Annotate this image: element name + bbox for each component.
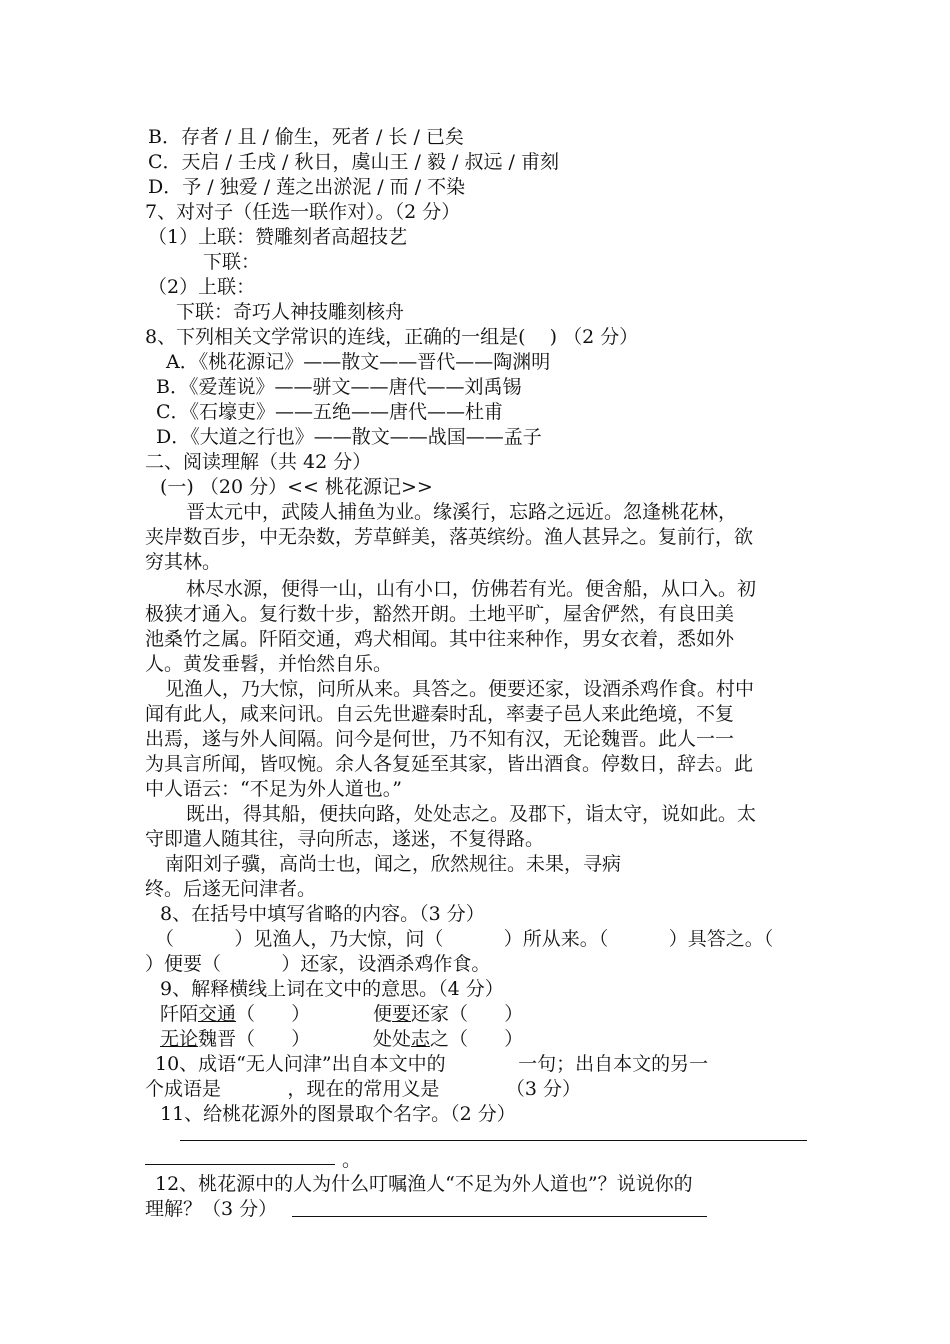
fill-blanks-line-2: ）便要（ ）还家，设酒杀鸡作食。 (145, 953, 491, 975)
q9-item-a: 阡陌交通（ ） (160, 1003, 311, 1025)
question-12-cont: 理解？（3 分） (145, 1198, 278, 1220)
question-8-fill: 8、在括号中填写省略的内容。（3 分） (160, 903, 485, 925)
passage-line: 出焉，遂与外人间隔。问今是何世，乃不知有汉，无论魏晋。此人一一 (145, 728, 735, 750)
underlined-word: 无论 (160, 1028, 199, 1050)
passage-line: 见渔人，乃大惊，问所从来。具答之。便要还家，设酒杀鸡作食。村中 (165, 678, 755, 700)
question-10-cont: 个成语是 ，现在的常用义是 （3 分） (145, 1078, 581, 1100)
question-9: 9、解释横线上词在文中的意思。（4 分） (160, 978, 504, 1000)
underlined-word: 志 (411, 1028, 431, 1050)
passage-line: 中人语云：“不足为外人道也。” (145, 778, 402, 800)
question-10: 10、成语“无人问津”出自本文中的 一句；出自本文的另一 (155, 1053, 709, 1075)
answer-period: 。 (342, 1149, 362, 1171)
lit-option-b: B．《爱莲说》——骈文——唐代——刘禹锡 (156, 376, 522, 398)
passage-line: 南阳刘子骥，高尚士也，闻之，欣然规往。未果，寻病 (165, 853, 622, 875)
lit-option-a: A．《桃花源记》——散文——晋代——陶渊明 (166, 351, 551, 373)
lit-option-c: C．《石壕吏》——五绝——唐代——杜甫 (156, 401, 504, 423)
passage-line: 既出，得其船，便扶向路，处处志之。及郡下，诣太守，说如此。太 (186, 803, 757, 825)
answer-line[interactable] (292, 1216, 707, 1217)
question-12: 12、桃花源中的人为什么叮嘱渔人“不足为外人道也”？说说你的 (155, 1173, 693, 1195)
option-d-line: D．予 / 独爱 / 莲之出淤泥 / 而 / 不染 (148, 176, 466, 198)
underlined-word: 交通 (198, 1003, 237, 1025)
question-11: 11、给桃花源外的图景取个名字。（2 分） (160, 1103, 516, 1125)
option-c-line: C．天启 / 壬戌 / 秋日，虞山王 / 毅 / 叔远 / 甫刻 (148, 151, 559, 173)
passage-line: 池桑竹之属。阡陌交通，鸡犬相闻。其中往来种作，男女衣着，悉如外 (145, 628, 735, 650)
passage-line: 守即遣人随其往，寻向所志，遂迷，不复得路。 (145, 828, 545, 850)
answer-line[interactable] (180, 1140, 807, 1141)
couplet-1-upper: （1）上联：赞雕刻者高超技艺 (148, 226, 408, 248)
passage-line: 为具言所闻，皆叹惋。余人各复延至其家，皆出酒食。停数日，辞去。此 (145, 753, 754, 775)
couplet-2-lower: 下联：奇巧人神技雕刻核舟 (176, 301, 405, 323)
answer-blank[interactable]: （ ） (236, 1028, 311, 1050)
passage-line: 穷其林。 (145, 551, 222, 573)
passage-line: 夹岸数百步，中无杂数，芳草鲜美，落英缤纷。渔人甚异之。复前行，欲 (145, 526, 754, 548)
couplet-2-upper: （2）上联： (148, 276, 256, 298)
passage-line: 闻有此人，咸来问讯。自云先世避秦时乱，率妻子邑人来此绝境，不复 (145, 703, 735, 725)
passage-line: 晋太元中，武陵人捕鱼为业。缘溪行，忘路之远近。忽逢桃花林， (186, 501, 738, 523)
underlined-word: 要 (392, 1003, 412, 1025)
passage-line: 极狭才通入。复行数十步，豁然开朗。土地平旷，屋舍俨然，有良田美 (145, 603, 735, 625)
couplet-1-lower: 下联： (203, 251, 261, 273)
answer-blank[interactable]: （ ） (449, 1003, 524, 1025)
q9-item-b: 便要还家（ ） (373, 1003, 524, 1025)
question-8-literature: 8、下列相关文学常识的连线，正确的一组是( ) （2 分） (145, 326, 639, 348)
passage-title: (一) （20 分）<< 桃花源记>> (160, 476, 433, 498)
question-7: 7、对对子（任选一联作对）。（2 分） (145, 201, 461, 223)
passage-line: 林尽水源，便得一山，山有小口，仿佛若有光。便舍船，从口入。初 (186, 578, 757, 600)
passage-line: 终。后遂无问津者。 (145, 878, 317, 900)
fill-blanks-line-1: （ ）见渔人，乃大惊，问（ ）所从来。（ ）具答之。（ (155, 928, 774, 950)
q9-item-c: 无论魏晋（ ） (160, 1028, 311, 1050)
answer-blank[interactable]: （ ） (236, 1003, 311, 1025)
option-b-line: B．存者 / 且 / 偷生，死者 / 长 / 已矣 (148, 126, 464, 148)
answer-blank[interactable]: （ ） (449, 1028, 524, 1050)
lit-option-d: D．《大道之行也》——散文——战国——孟子 (156, 426, 542, 448)
q9-item-d: 处处志之（ ） (373, 1028, 524, 1050)
section-2-heading: 二、阅读理解（共 42 分） (145, 451, 372, 473)
passage-line: 人。黄发垂髫，并怡然自乐。 (145, 653, 393, 675)
answer-line[interactable] (145, 1164, 335, 1165)
